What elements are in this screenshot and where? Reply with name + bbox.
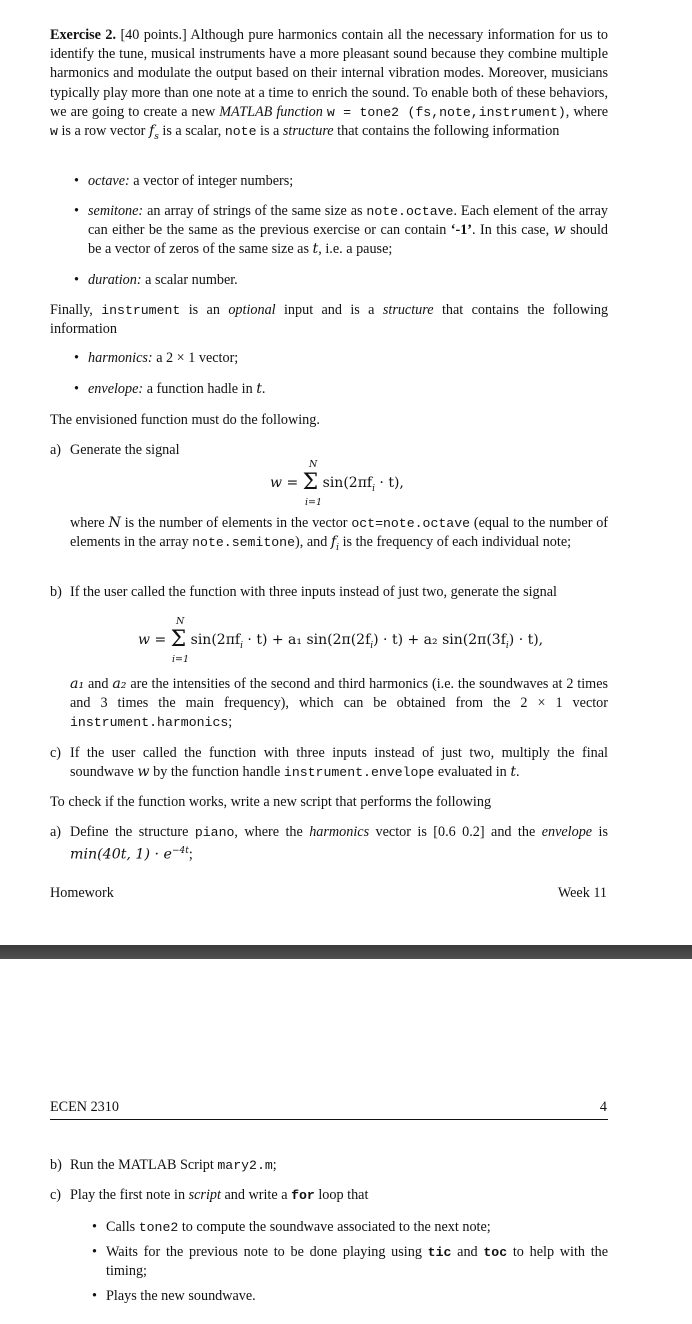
equation-2-upper: N <box>176 616 185 627</box>
header-rule <box>50 1119 608 1120</box>
exercise-points: [40 points.] <box>120 27 187 43</box>
list-item-octave: • octave: a vector of integer numbers; <box>74 173 294 189</box>
item-b-desc: a₁ and a₂ are the intensities of the second and third harmonics (i.e. the soundwaves at 2 times and 3 times the main frequency), which can be obtained from the 2 × 1 vector instrument.harmonics; <box>70 676 609 731</box>
equation-2-lower: i=1 <box>172 654 190 665</box>
equation-2: w = Σ $\sin(2\pi f_i \cdot t) + a_1$ $\sin(2\pi(2f_i) \cdot t) + a_2$ $\sin(2\pi(3f_i) \cdot t)$, <box>138 627 544 652</box>
equation-1-lower: i=1 <box>305 497 323 508</box>
finally-paragraph: Finally, instrument is an optional input and is a structure that contains the following information <box>50 302 609 338</box>
item-a-where: where N is the number of elements in the vector oct=note.octave (equal to the number of elements in the array note.semitone), and $f_i$ is the frequency of each individual note; <box>70 515 609 554</box>
loop-step-calls: • Calls tone2 to compute the soundwave associated to the next note; <box>92 1219 491 1235</box>
header-left: ECEN 2310 <box>50 1099 119 1115</box>
script-item-a: a) Define the structure piano, where the harmonics vector is [0.6 0.2] and the envelope is min(40t, $1) \cdot e^{-4t}$; <box>50 824 608 863</box>
list-item-harmonics: • harmonics: a 2 × 1 vector; <box>74 350 239 366</box>
exercise-heading: Exercise 2. <box>50 27 117 43</box>
script-item-c: c) Play the first note in script and write a for loop that <box>50 1187 369 1203</box>
item-a: a) Generate the signal <box>50 442 180 458</box>
header-page-number: 4 <box>599 1099 607 1115</box>
function-signature: w = tone2 (fs,note,instrument) <box>326 104 566 120</box>
footer-left: Homework <box>50 885 114 901</box>
item-b: b) If the user called the function with three inputs instead of just two, generate the signal <box>50 584 557 600</box>
list-item-semitone: • semitone: an array of strings of the same size as note.octave. Each element of the array can either be the same as the previous exercise or can contain ‘-1’. In this case, w should be a vector of zeros of the same size as t, i.e. a pause; <box>74 203 609 258</box>
item-c: c) If the user called the function with three inputs instead of just two, multiply the final soundwave w by the function handle instrument.envelope evaluated in t. <box>50 745 608 781</box>
footer-right: Week 11 <box>557 885 607 901</box>
page-separator <box>0 945 692 959</box>
exercise-intro: Exercise 2. [40 points.] Although pure harmonics contain all the necessary information for us to identify the tune, musical instruments have a more pleasant sound because they combine multiple harmonics and modulate the output based on their internal vibration modes. Moreover, musicians typically play more than one note at a time to enrich the sound. To enable both of these behaviors, we are going to create a new MATLAB function w = tone2 (fs,note,instrument), where w is a row vector $f_s$ is a scalar, note is a structure that contains the following information <box>50 27 609 142</box>
equation-1: w = Σ $\sin(2\pi f_i \cdot t)$, <box>270 470 404 495</box>
loop-step-plays: • Plays the new soundwave. <box>92 1288 256 1304</box>
loop-step-waits: • Waits for the previous note to be done playing using tic and toc to help with the timing; <box>92 1244 609 1280</box>
script-item-b: b) Run the MATLAB Script mary2.m; <box>50 1157 277 1173</box>
list-item-envelope: • envelope: a function hadle in t. <box>74 381 266 397</box>
envisioned-text: The envisioned function must do the following. <box>50 412 320 428</box>
equation-1-upper: N <box>309 459 318 470</box>
list-item-duration: • duration: a scalar number. <box>74 272 238 288</box>
check-text: To check if the function works, write a new script that performs the following <box>50 794 492 810</box>
